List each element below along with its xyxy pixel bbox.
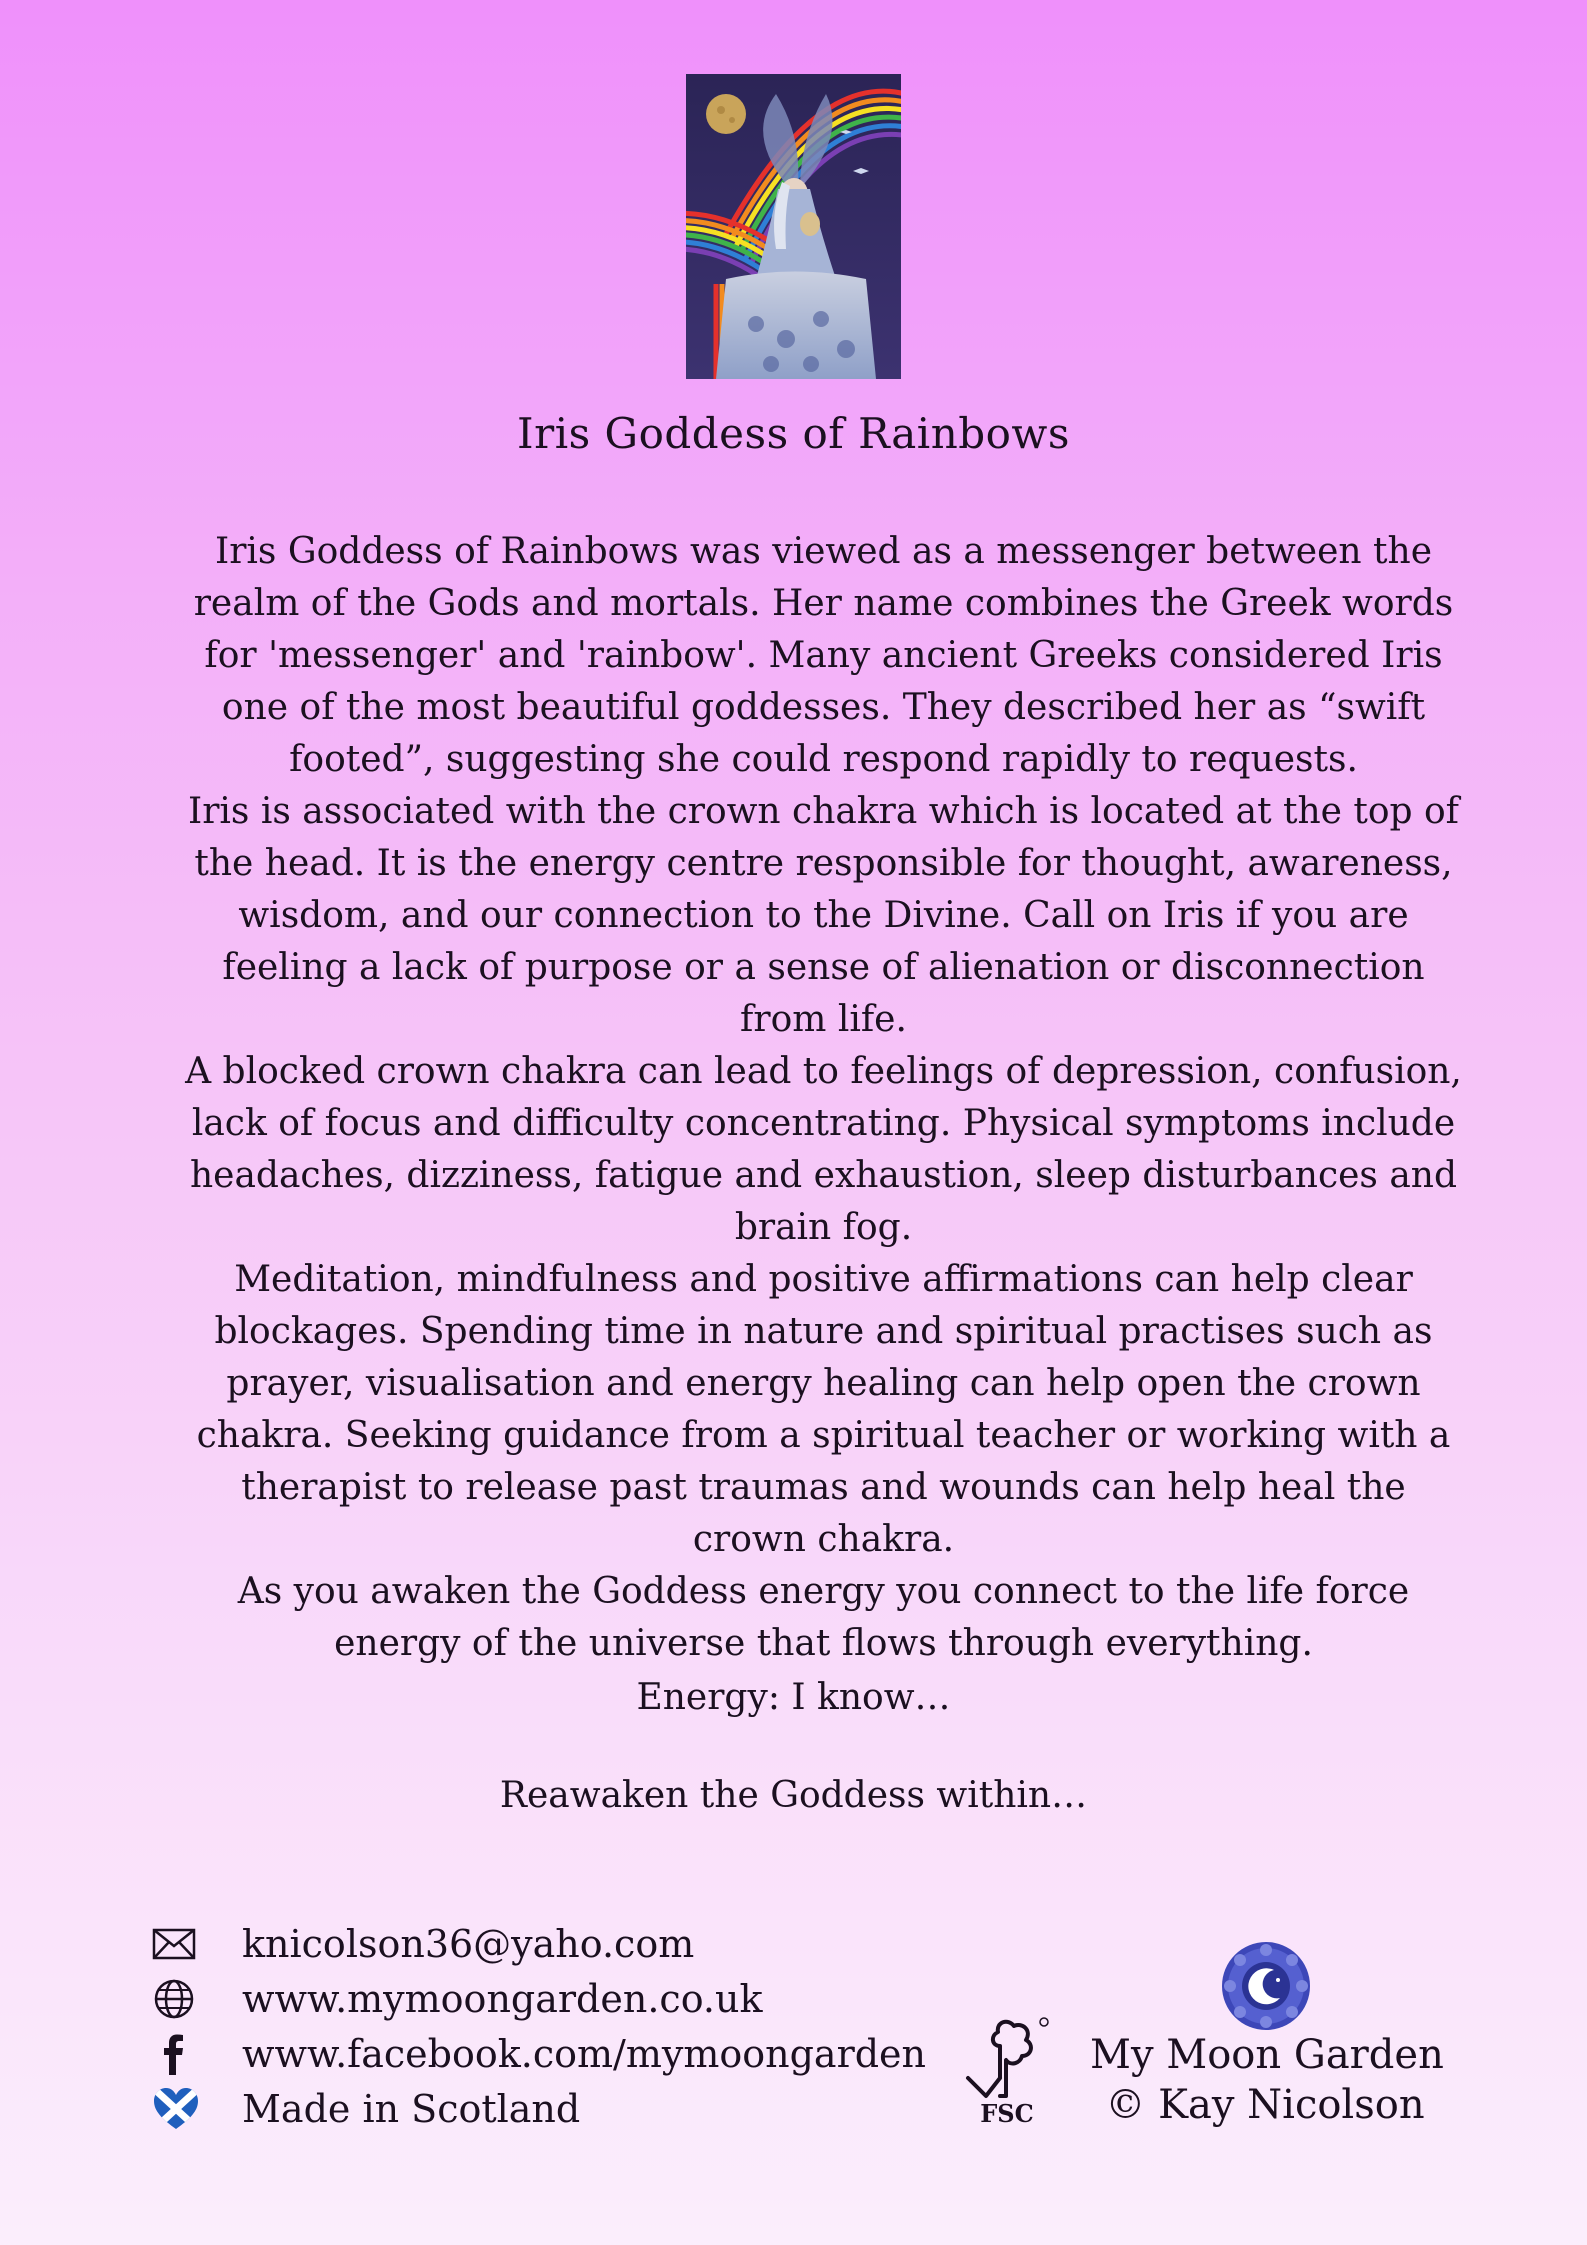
copyright-text: © Kay Nicolson [1105, 2082, 1425, 2128]
contact-list [152, 1916, 927, 2136]
brand-block [1090, 2030, 1444, 2130]
globe-icon [152, 1977, 208, 2021]
facebook-text[interactable]: www.facebook.com/mymoongarden [242, 2031, 927, 2076]
paragraph-crown-chakra: Iris is associated with the crown chakra which is located at the top of the head. It is the energy centre responsible for thought, awareness, wisdom, and our connection to the Divine. Call on Iris if you are feeling a lack of purpose or a sense of alienation or disconnection from life. [187, 791, 1460, 1040]
moon-garden-logo-icon [1220, 1940, 1312, 2032]
brand-name: My Moon Garden [1090, 2032, 1444, 2078]
contact-facebook[interactable] [152, 2026, 927, 2081]
contact-origin [152, 2081, 912, 2136]
card-title: Iris Goddess of Rainbows [517, 409, 1070, 458]
closing-line: Reawaken the Goddess within… [499, 1775, 1088, 1816]
iris-rainbow-goddess-illustration [686, 74, 901, 379]
contact-website[interactable] [152, 1971, 912, 2026]
paragraph-awaken: As you awaken the Goddess energy you connect to the life force energy of the universe that flows through everything. [237, 1571, 1410, 1664]
email-text[interactable]: knicolson36@yaho.com [242, 1921, 695, 1966]
card-illustration [686, 74, 901, 379]
paragraph-blocked-chakra: A blocked crown chakra can lead to feelings of depression, confusion, lack of focus and difficulty concentrating. Physical symptoms include headaches, dizziness, fatigue and exhaustion, sleep disturbances and brain fog. [185, 1051, 1462, 1248]
website-text[interactable]: www.mymoongarden.co.uk [242, 1976, 763, 2021]
contact-email[interactable] [152, 1916, 912, 1971]
description [180, 526, 1467, 1670]
envelope-icon [152, 1922, 208, 1966]
fsc-tree-icon [960, 2016, 1054, 2128]
energy-affirmation: Energy: I know… [636, 1677, 951, 1718]
facebook-icon [152, 2032, 208, 2076]
origin-text: Made in Scotland [242, 2086, 581, 2131]
paragraph-origin: Iris Goddess of Rainbows was viewed as a messenger between the realm of the Gods and mortals. Her name combines the Greek words for 'messenger' and 'rainbow'. Many ancient Greeks considered Iris one of the most beautiful goddesses. They described her as “swift footed”, suggesting she could respond rapidly to requests. [193, 531, 1454, 780]
fsc-label: FSC [980, 2099, 1034, 2128]
paragraph-healing: Meditation, mindfulness and positive affirmations can help clear blockages. Spending time in nature and spiritual practises such as prayer, visualisation and energy healing can help open the crown chakra. Seeking guidance from a spiritual teacher or working with a therapist to release past traumas and wounds can help heal the crown chakra. [196, 1259, 1451, 1560]
scotland-heart-icon [152, 2087, 208, 2131]
